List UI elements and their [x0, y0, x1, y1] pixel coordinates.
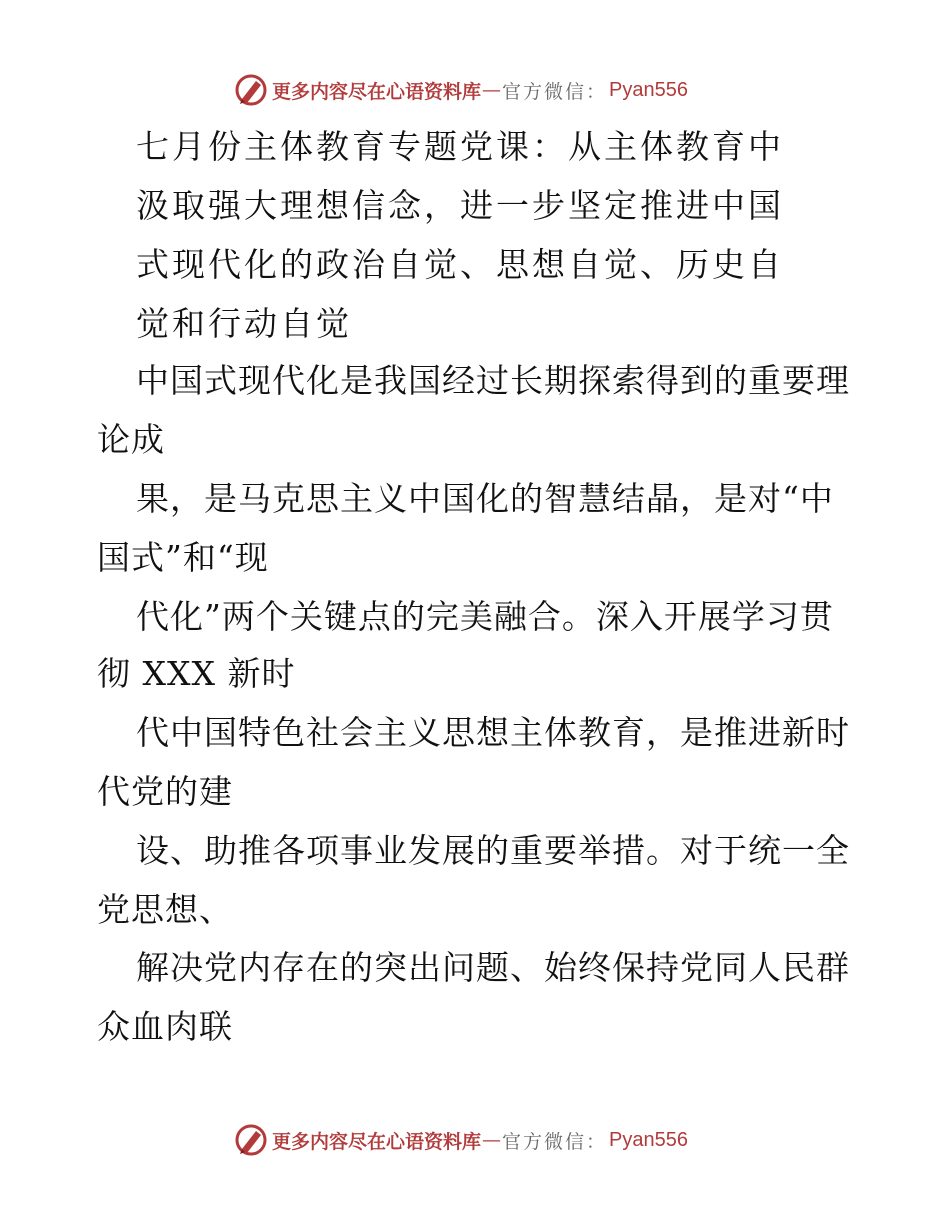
watermark-brand: 更多内容尽在心语资料库	[272, 1130, 482, 1153]
pen-logo-icon	[234, 1123, 268, 1157]
title-line-3: 式现代化的政治自觉、思想自觉、历史自	[136, 245, 784, 284]
body-line-6: 彻 XXX 新时	[97, 654, 296, 693]
watermark-id: Pyan556	[609, 78, 688, 101]
title-line-1: 七月份主体教育专题党课：从主体教育中	[136, 127, 784, 166]
body-line-3: 果，是马克思主义中国化的智慧结晶，是对“中	[136, 479, 834, 518]
body-line-11: 解决党内存在的突出问题、始终保持党同人民群	[136, 948, 850, 987]
watermark-dash: —	[482, 79, 502, 101]
pen-logo-icon	[234, 73, 268, 107]
watermark-official: 官方微信：	[502, 80, 608, 103]
body-line-5: 代化”两个关键点的完美融合。深入开展学习贯	[136, 597, 834, 636]
watermark-dash: —	[482, 1129, 502, 1151]
footer-watermark	[234, 1122, 688, 1158]
header-watermark	[234, 72, 688, 108]
body-line-7: 代中国特色社会主义思想主体教育，是推进新时	[136, 713, 850, 752]
title-line-4: 觉和行动自觉	[136, 304, 352, 343]
body-line-8: 代党的建	[97, 772, 233, 811]
body-line-4: 国式”和“现	[97, 538, 269, 577]
body-line-2: 论成	[97, 420, 165, 459]
body-line-9: 设、助推各项事业发展的重要举措。对于统一全	[136, 831, 850, 870]
body-line-10: 党思想、	[97, 890, 233, 929]
watermark-official: 官方微信：	[502, 1130, 608, 1153]
watermark-brand: 更多内容尽在心语资料库	[272, 80, 482, 103]
body-line-1: 中国式现代化是我国经过长期探索得到的重要理	[136, 361, 850, 400]
title-line-2: 汲取强大理想信念，进一步坚定推进中国	[136, 186, 784, 225]
body-line-12: 众血肉联	[97, 1007, 233, 1046]
watermark-id: Pyan556	[609, 1128, 688, 1151]
